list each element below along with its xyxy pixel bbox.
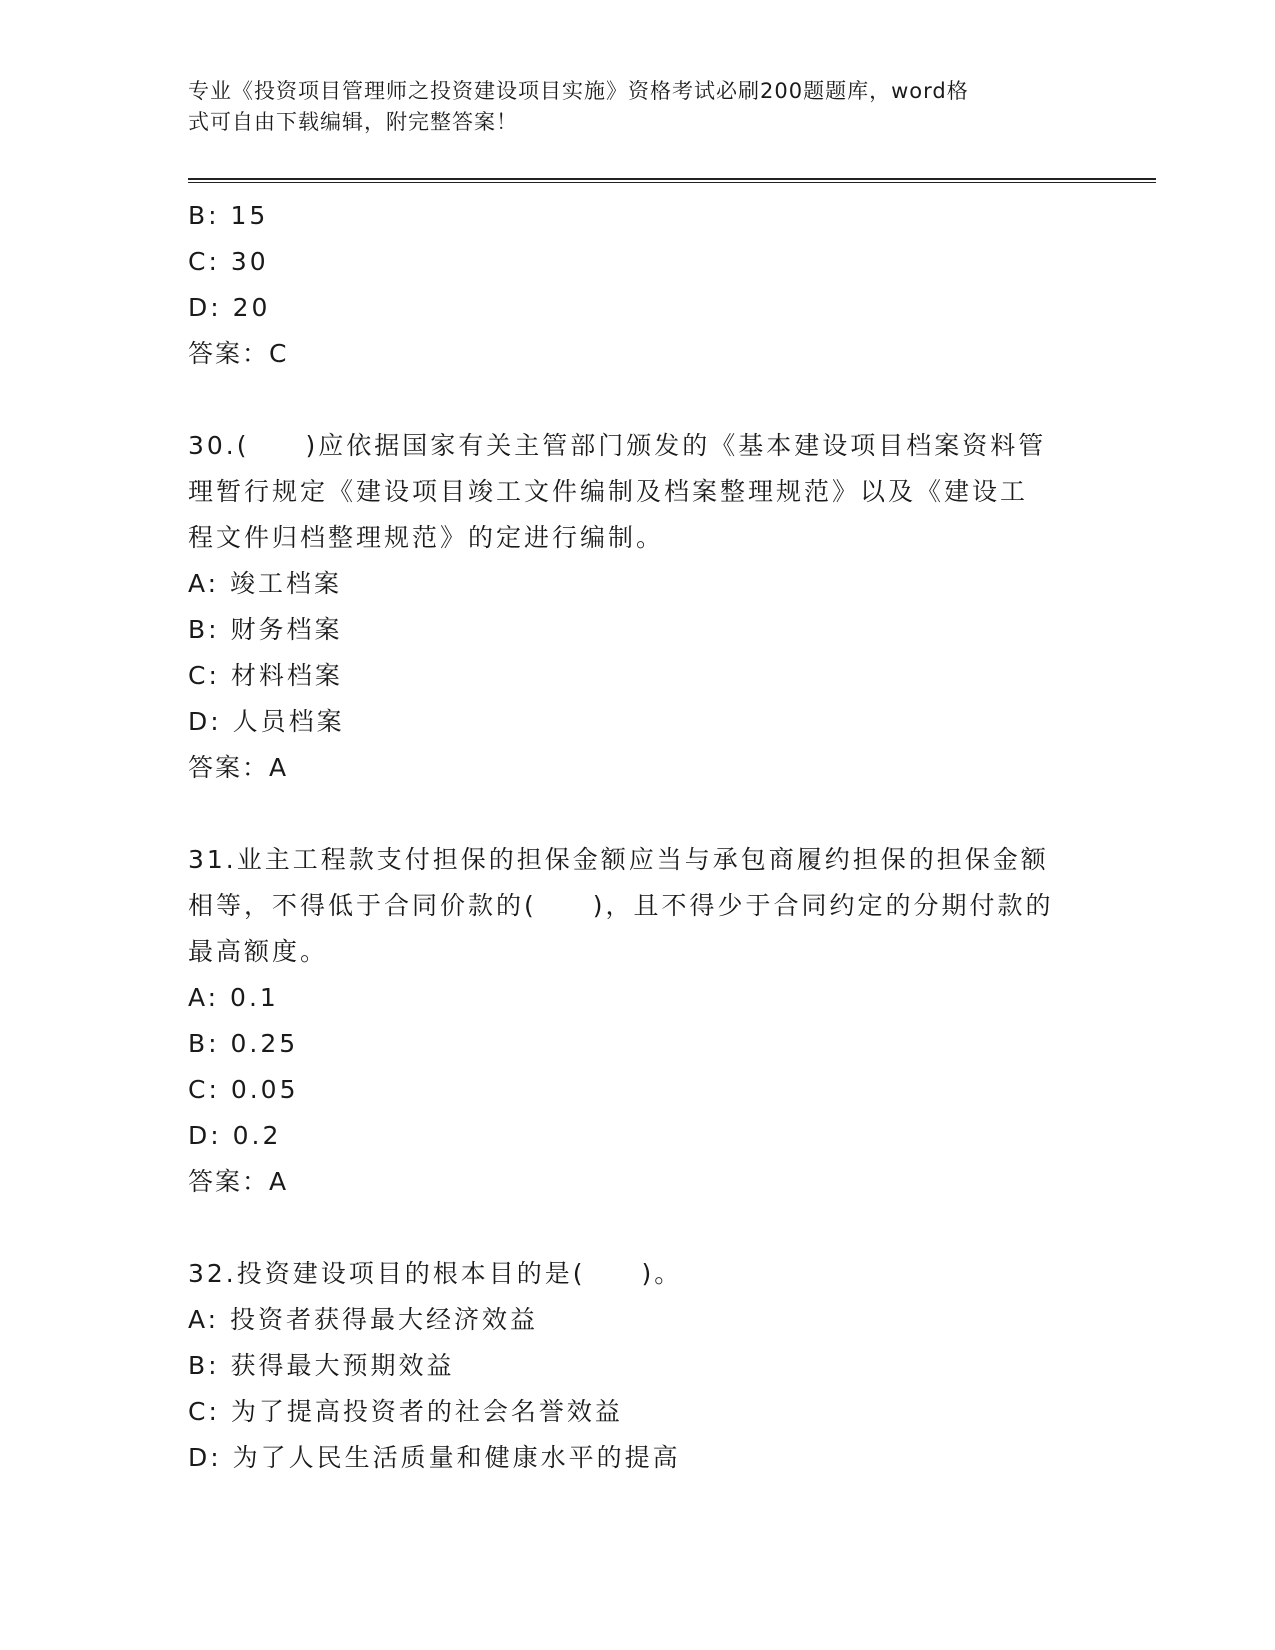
spacer [188, 791, 1088, 837]
option-b: B: 财务档案 [188, 615, 343, 644]
question-stem-line: 最高额度。 [188, 937, 329, 966]
question-content [188, 193, 1088, 1481]
question-30 [188, 423, 1088, 791]
spacer [188, 377, 1088, 423]
question-stem-line: 30.( )应依据国家有关主管部门颁发的《基本建设项目档案资料管 [188, 431, 1047, 460]
question-31 [188, 837, 1088, 1205]
option-a: A: 竣工档案 [188, 569, 343, 598]
answer-line: 答案：C [188, 339, 289, 368]
answer-line: 答案：A [188, 753, 289, 782]
header-line-1: 专业《投资项目管理师之投资建设项目实施》资格考试必刷200题题库，word格 [188, 79, 969, 103]
page-header [188, 76, 1068, 138]
option-a: A: 投资者获得最大经济效益 [188, 1305, 539, 1334]
prev-question-block [188, 193, 1088, 377]
option-d: D: 为了人民生活质量和健康水平的提高 [188, 1443, 681, 1472]
question-stem-line: 32.投资建设项目的根本目的是( )。 [188, 1259, 683, 1288]
answer-line: 答案：A [188, 1167, 289, 1196]
option-c: C: 30 [188, 247, 269, 276]
option-b: B: 0.25 [188, 1029, 299, 1058]
question-32 [188, 1251, 1088, 1481]
option-c: C: 材料档案 [188, 661, 343, 690]
option-d: D: 0.2 [188, 1121, 282, 1150]
spacer [188, 1205, 1088, 1251]
option-c: C: 为了提高投资者的社会名誉效益 [188, 1397, 623, 1426]
option-a: A: 0.1 [188, 983, 279, 1012]
question-stem-line: 程文件归档整理规范》的定进行编制。 [188, 523, 665, 552]
option-c: C: 0.05 [188, 1075, 299, 1104]
question-stem-line: 理暂行规定《建设项目竣工文件编制及档案整理规范》以及《建设工 [188, 477, 1029, 506]
option-b: B: 15 [188, 201, 269, 230]
option-d: D: 人员档案 [188, 707, 345, 736]
question-stem-line: 相等，不得低于合同价款的( )，且不得少于合同约定的分期付款的 [188, 891, 1054, 920]
option-b: B: 获得最大预期效益 [188, 1351, 455, 1380]
option-d: D: 20 [188, 293, 271, 322]
question-stem-line: 31.业主工程款支付担保的担保金额应当与承包商履约担保的担保金额 [188, 845, 1049, 874]
header-divider [188, 178, 1156, 183]
header-line-2: 式可自由下载编辑，附完整答案！ [188, 110, 518, 134]
